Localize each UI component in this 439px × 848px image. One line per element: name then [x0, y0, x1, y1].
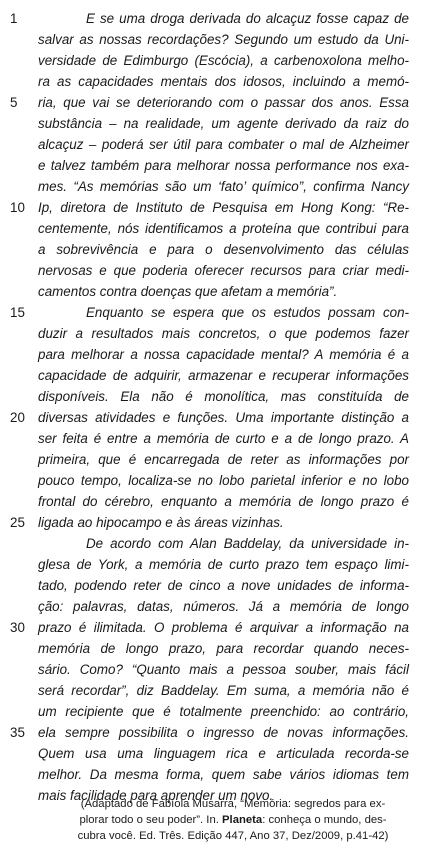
source-text: : conheça o mundo, des- — [262, 814, 387, 826]
source-text: plorar todo o seu poder”. In. — [79, 814, 223, 826]
text-line: Ip, diretora de Instituto de Pesquisa em Hong Kong: “Re- — [38, 200, 409, 215]
text-line: será recordar”, diz Baddelay. Em suma, a memória não é — [38, 683, 409, 698]
text-line: ela sempre possibilita o ingresso de novas informações. — [38, 725, 409, 740]
line-number: 20 — [10, 410, 25, 425]
text-line: ligada ao hipocampo e às áreas vizinhas. — [38, 515, 284, 530]
text-line: frontal do cérebro, enquanto a memória de longo prazo é — [38, 494, 409, 509]
source-line: (Adaptado de Fabíola Musarra, “Memória: segredos para ex- — [80, 798, 386, 810]
text-line: e talvez também para melhorar nossa performance nos exa- — [38, 158, 409, 173]
text-line: pouco tempo, localiza-se no lobo parietal inferior e no lobo — [38, 473, 409, 488]
text-line: glesa de York, a memória de curto prazo tem espaço limi- — [38, 557, 409, 572]
line-number: 10 — [10, 200, 25, 215]
text-line: ra as capacidades mentais dos idosos, incluindo a memó- — [38, 74, 409, 89]
line-number: 25 — [10, 515, 25, 530]
line-number: 5 — [10, 95, 18, 110]
text-line: salvar as nossas recordações? Segundo um estudo da Uni- — [38, 32, 409, 47]
text-line: nervosas e que poderia oferecer recursos para criar medi- — [38, 263, 409, 278]
text-line: camentos contra doenças que afetam a memória”. — [38, 284, 338, 299]
line-number: 30 — [10, 620, 25, 635]
line-number: 1 — [10, 11, 18, 26]
text-line: alcaçuz – poderá ser útil para combater o mal de Alzheimer — [38, 137, 409, 152]
text-line: mes. “As memórias são um ‘fato’ químico”, confirma Nancy — [38, 179, 409, 194]
text-line: Enquanto se espera que os estudos possam con- — [86, 305, 409, 320]
text-line: tado, podendo reter de cinco a nove unidades de informa- — [38, 578, 409, 593]
text-line: ser feita é entre a memória de curto e a de longo prazo. A — [38, 431, 409, 446]
text-line: um recipiente que é totalmente preenchido: ao contrário, — [38, 704, 409, 719]
text-line: sário. Como? “Quanto mais a pessoa souber, mais fácil — [38, 662, 409, 677]
text-line: ção: palavras, datas, números. Já a memória de longo — [38, 599, 409, 614]
text-line: mais facilidade para aprender um novo. — [38, 788, 274, 803]
text-line: centemente, nós identificamos a proteína que contribui para — [38, 221, 409, 236]
text-line: ria, que vai se deteriorando com o passar dos anos. Essa — [38, 95, 409, 110]
text-line: prazo é ilimitada. O problema é arquivar a informação na — [38, 620, 409, 635]
text-line: E se uma droga derivada do alcaçuz fosse capaz de — [86, 11, 409, 26]
source-line: cubra você. Ed. Três. Edição 447, Ano 37, Dez/2009, p.41-42) — [77, 830, 389, 842]
text-line: para melhorar a nossa capacidade mental? A memória é a — [38, 347, 409, 362]
text-line: De acordo com Alan Baddelay, da universidade in- — [86, 536, 409, 551]
line-number: 15 — [10, 305, 25, 320]
text-line: Quem usa uma linguagem rica e articulada recorda-se — [38, 746, 409, 761]
text-line: memória de longo prazo, para recordar quando neces- — [38, 641, 409, 656]
text-line: substância – na realidade, um agente derivado da raiz do — [38, 116, 409, 131]
source-publication-title: Planeta — [222, 814, 263, 826]
line-number: 35 — [10, 725, 25, 740]
source-line — [48, 812, 418, 828]
source-citation — [48, 796, 418, 844]
text-line: a sobrevivência e para o desenvolvimento das células — [38, 242, 409, 257]
text-line: capacidade de adquirir, armazenar e recuperar informações — [38, 368, 409, 383]
text-line: diversas atividades e funções. Uma importante distinção a — [38, 410, 409, 425]
text-line: disponíveis. Ela não é monolítica, mas constituída de — [38, 389, 409, 404]
text-line: versidade de Edimburgo (Escócia), a carbenoxolona melho- — [38, 53, 409, 68]
text-line: duzir a resultados mais concretos, o que podemos fazer — [38, 326, 409, 341]
text-line: melhor. Da mesma forma, quem sabe vários idiomas tem — [38, 767, 409, 782]
text-line: primeira, que é encarregada de reter as informações por — [38, 452, 409, 467]
